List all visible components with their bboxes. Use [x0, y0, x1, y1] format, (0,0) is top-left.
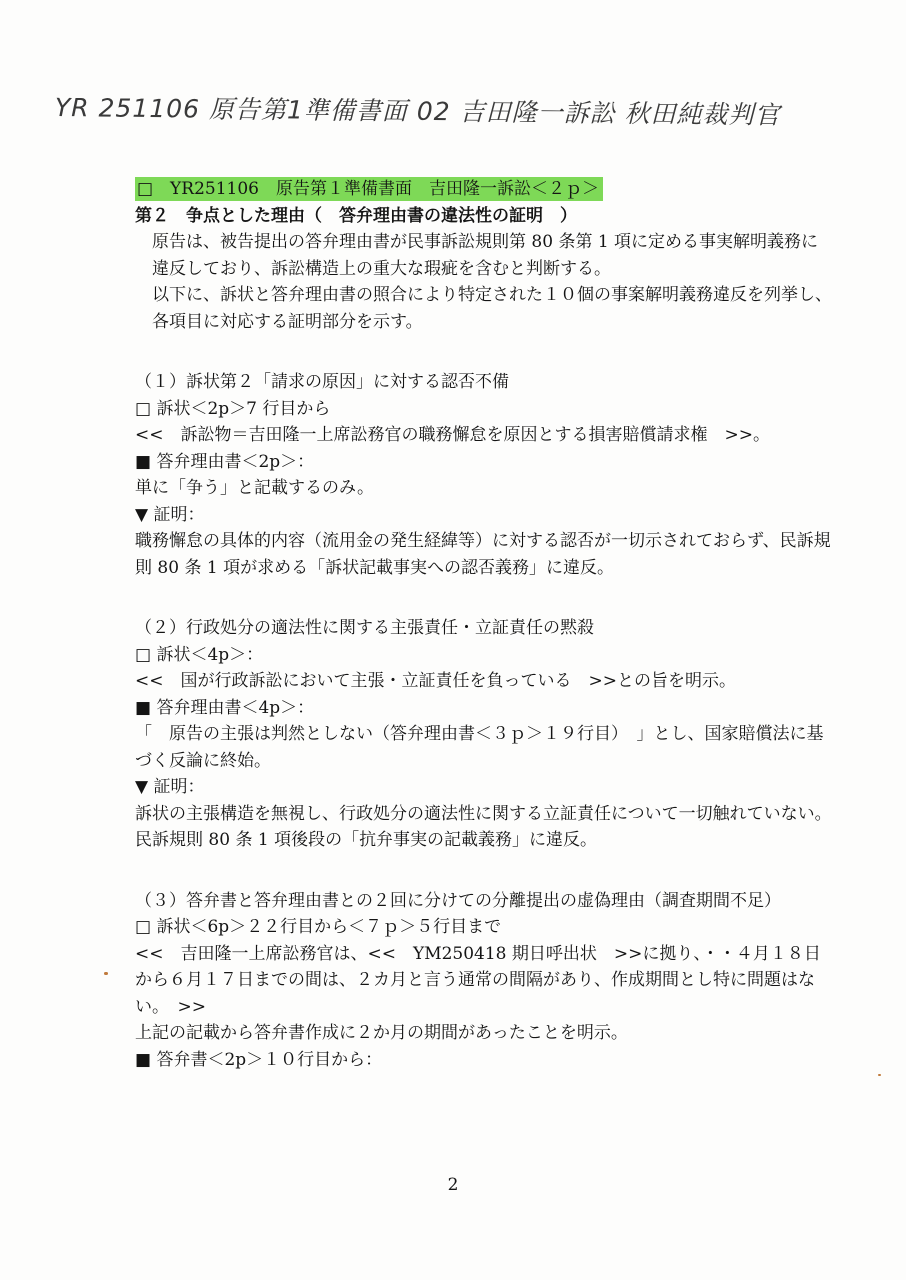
document-title-highlight: □ YR251106 原告第１準備書面 吉田隆一訴訟＜２ｐ＞	[135, 177, 603, 201]
scan-speck	[878, 1074, 881, 1076]
item-2-complaint-ref: □ 訴状＜4p＞：	[135, 644, 264, 665]
section-title: 第２ 争点とした理由（ 答弁理由書の違法性の証明 ）	[135, 205, 577, 226]
item-3-complaint-ref: □ 訴状＜6p＞２２行目から＜７ｐ＞５行目まで	[135, 917, 502, 937]
item-2-complaint-quote: << 国が行政訴訟において主張・立証責任を負っている >>との旨を明示。	[135, 671, 736, 691]
item-2-proof-label: ▼ 証明：	[135, 777, 205, 797]
item-3-complaint-quote: << 吉田隆一上席訟務官は、<< YM250418 期日呼出状 >>に拠り、・・４月１８日から６月１７日までの間は、２カ月と言う通常の間隔があり、作成期間とし特に問題はない。 >>	[135, 943, 821, 1017]
item-2-answer-ref: ■ 答弁理由書＜4p＞：	[135, 697, 315, 718]
item-2-proof-text: 訴状の主張構造を無視し、行政処分の適法性に関する立証責任について一切触れていない。	[135, 803, 832, 824]
heading-highlight-line	[135, 176, 835, 203]
item-1-complaint-ref: □ 訴状＜2p＞7 行目から	[135, 398, 331, 419]
intro-paragraph-2: 以下に、訴状と答弁理由書の照合により特定された１０個の事案解明義務違反を列挙し、各項目に対応する証明部分を示す。	[152, 285, 832, 332]
item-2-heading: （２）行政処分の適法性に関する主張責任・立証責任の黙殺	[135, 618, 594, 638]
spacer	[135, 335, 835, 369]
item-2-answer-text: 「 原告の主張は判然としない（答弁理由書＜３ｐ＞１９行目） 」とし、国家賠償法に基づく反論に終始。	[135, 724, 824, 771]
item-1-complaint-quote: << 訴訟物＝吉田隆一上席訟務官の職務懈怠を原因とする損害賠償請求権 >>。	[135, 425, 770, 445]
handwritten-header: YR 251106 原告第1準備書面 02 吉田隆一訴訟 秋田純裁判官	[54, 93, 781, 130]
item-1-heading: （１）訴状第２「請求の原因」に対する認否不備	[135, 372, 509, 392]
item-1-proof-text: 職務懈怠の具体的内容（流用金の発生経緯等）に対する認否が一切示されておらず、民訴規則 80 条 1 項が求める「訴状記載事実への認否義務」に違反。	[135, 531, 831, 578]
item-3-heading: （３）答弁書と答弁理由書との２回に分けての分離提出の虚偽理由（調査期間不足）	[135, 890, 781, 911]
scan-speck	[104, 972, 108, 975]
item-1-answer-ref: ■ 答弁理由書＜2p＞：	[135, 451, 315, 472]
document-body	[135, 176, 835, 1073]
page-number: 2	[447, 1175, 459, 1195]
item-2-proof-conclusion: 民訴規則 80 条 1 項後段の「抗弁事実の記載義務」に違反。	[135, 830, 598, 850]
item-1-proof-label: ▼ 証明：	[135, 504, 205, 525]
item-3-summary: 上記の記載から答弁書作成に２か月の期間があったことを明示。	[135, 1023, 628, 1043]
spacer	[135, 854, 835, 888]
item-3-answer-ref: ■ 答弁書＜2p＞１０行目から：	[135, 1049, 383, 1070]
intro-paragraph-1: 原告は、被告提出の答弁理由書が民事訴訟規則第 80 条第 1 項に定める事実解明義務に違反しており、訴訟構造上の重大な瑕疵を含むと判断する。	[152, 232, 819, 279]
spacer	[135, 581, 835, 615]
item-1-answer-text: 単に「争う」と記載するのみ。	[135, 478, 375, 498]
